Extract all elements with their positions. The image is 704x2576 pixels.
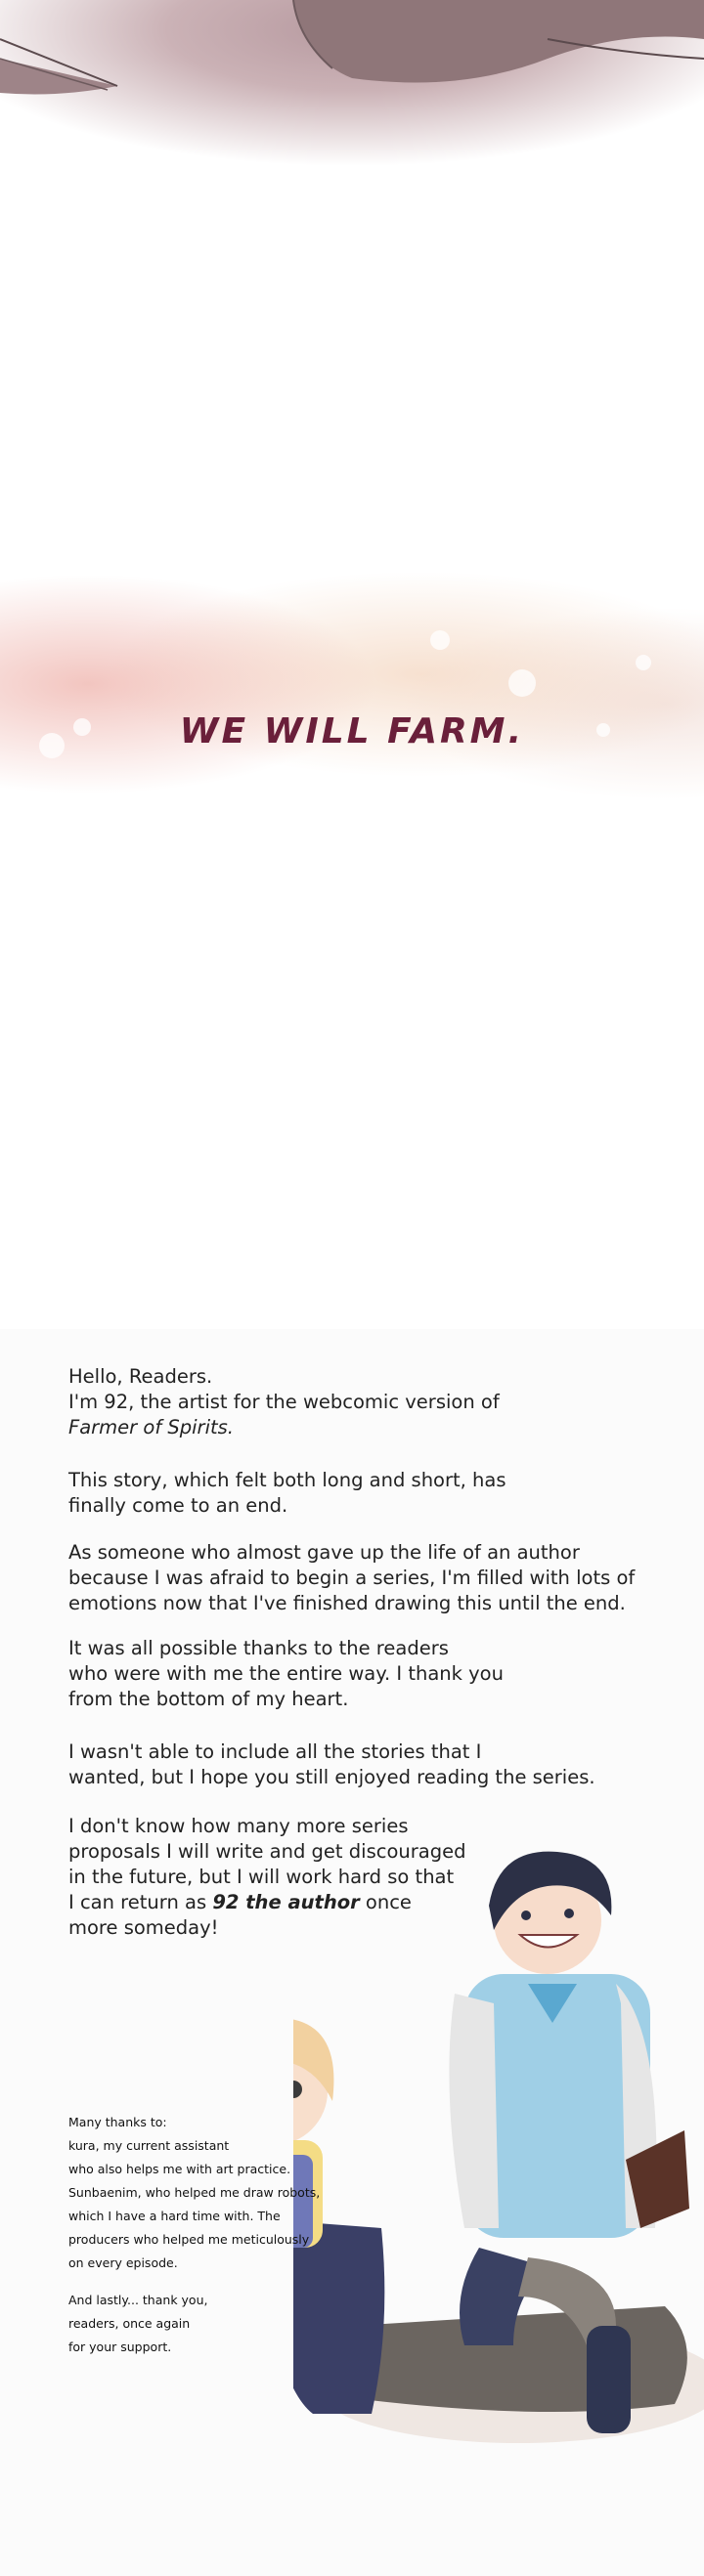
paragraph-author-life	[68, 1540, 635, 1616]
bokeh-light	[508, 669, 536, 697]
bokeh-light	[430, 630, 450, 650]
text-line: who were with me the entire way. I thank you	[68, 1662, 504, 1685]
series-title: Farmer of Spirits.	[68, 1416, 234, 1438]
text-line: emotions now that I've finished drawing this until the end.	[68, 1592, 626, 1614]
bokeh-light	[636, 655, 651, 670]
title-panel	[0, 547, 704, 997]
text-line: I wasn't able to include all the stories that I	[68, 1740, 482, 1763]
closing-line: for your support.	[68, 2340, 172, 2354]
text-line: This story, which felt both long and short, has	[68, 1469, 506, 1491]
closing-line: And lastly... thank you,	[68, 2293, 208, 2307]
text-fragment: once	[359, 1891, 412, 1913]
spacer	[68, 2275, 320, 2289]
headline: WE WILL FARM.	[179, 711, 525, 751]
author-name: 92 the author	[212, 1891, 360, 1913]
bokeh-light	[166, 831, 182, 846]
paragraph-thanks-readers	[68, 1636, 504, 1712]
bokeh-light	[347, 792, 365, 809]
greeting-paragraph	[68, 1364, 500, 1440]
thanks-line: which I have a hard time with. The	[68, 2209, 281, 2223]
closing-line: readers, once again	[68, 2316, 191, 2331]
text-line: It was all possible thanks to the readers	[68, 1637, 449, 1659]
characters-illustration	[293, 1837, 704, 2576]
afterword-section	[0, 1329, 704, 2576]
thanks-line: producers who helped me meticulously	[68, 2232, 310, 2247]
paragraph-ending	[68, 1468, 506, 1519]
thanks-line: kura, my current assistant	[68, 2138, 230, 2153]
thanks-line: on every episode.	[68, 2255, 178, 2270]
thanks-note	[68, 2111, 320, 2359]
thanks-line: who also helps me with art practice.	[68, 2162, 291, 2176]
text-fragment: I can return as	[68, 1891, 213, 1913]
thanks-line: Sunbaenim, who helped me draw robots,	[68, 2185, 321, 2200]
text-line: I don't know how many more series	[68, 1815, 409, 1837]
text-line: more someday!	[68, 1916, 219, 1939]
bokeh-light	[548, 792, 571, 815]
paragraph-stories	[68, 1739, 595, 1790]
text-line: As someone who almost gave up the life of an author	[68, 1541, 580, 1564]
text-line: wanted, but I hope you still enjoyed reading the series.	[68, 1766, 595, 1788]
text-line: finally come to an end.	[68, 1494, 288, 1517]
top-panel	[0, 0, 704, 254]
text-line: from the bottom of my heart.	[68, 1688, 349, 1710]
text-line: in the future, but I will work hard so that	[68, 1866, 455, 1888]
text-line: proposals I will write and get discouraged	[68, 1840, 466, 1863]
text-line: I'm 92, the artist for the webcomic version of	[68, 1391, 500, 1413]
text-line: because I was afraid to begin a series, I'm filled with lots of	[68, 1567, 636, 1589]
thanks-heading: Many thanks to:	[68, 2115, 167, 2129]
text-line: Hello, Readers.	[68, 1365, 213, 1388]
fabric-illustration	[0, 0, 704, 147]
bokeh-light	[117, 796, 139, 818]
